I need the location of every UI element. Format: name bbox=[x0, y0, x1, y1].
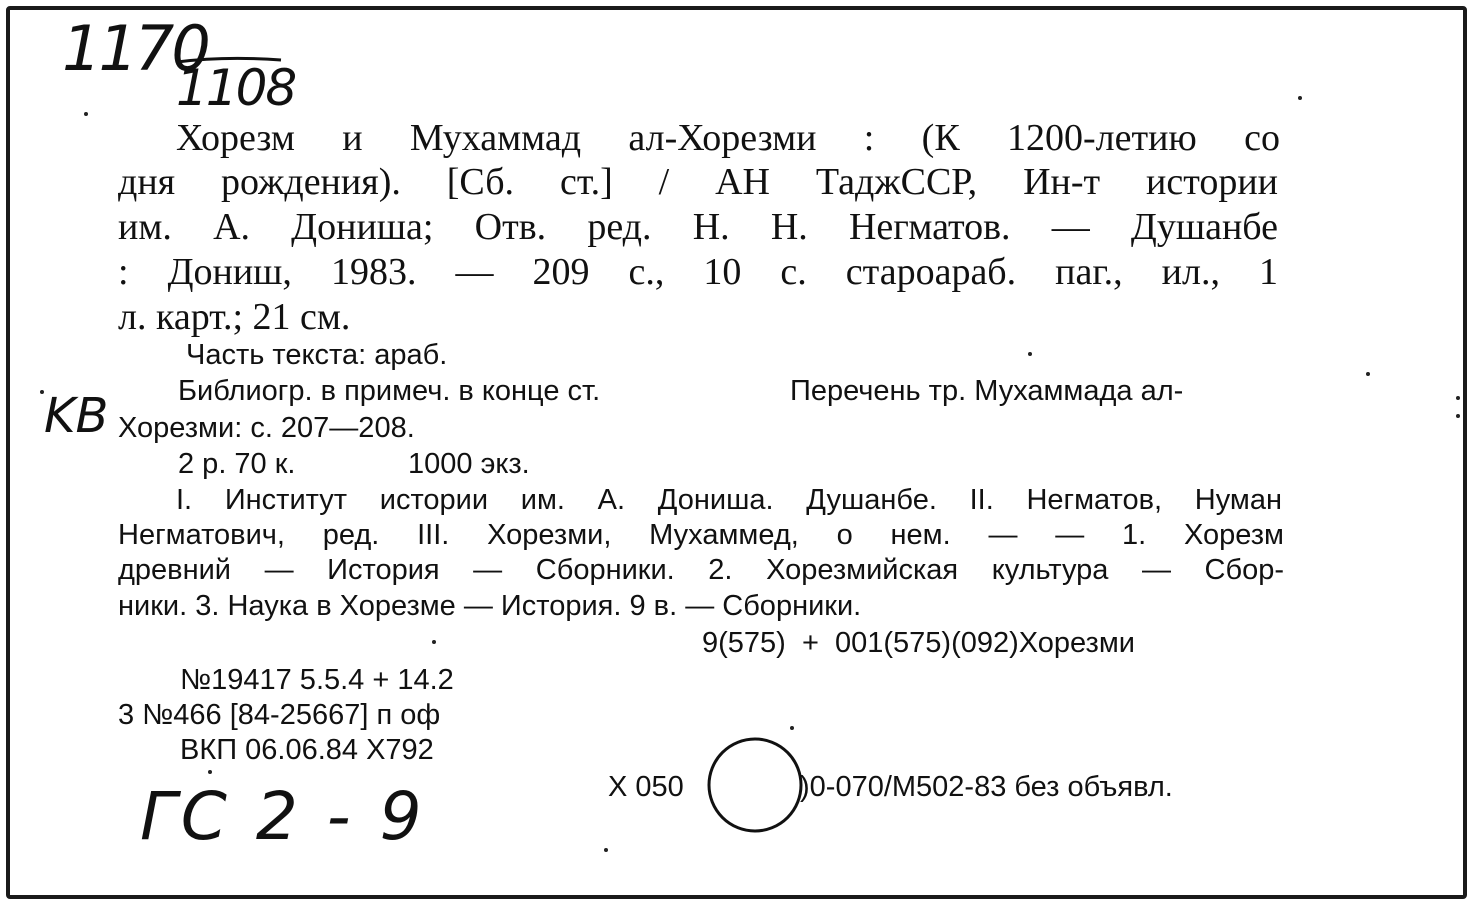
title-line-4: : Дониш, 1983. — 209 с., 10 с. староараб. паг., ил., 1 bbox=[118, 251, 1278, 293]
speck bbox=[40, 390, 44, 394]
speck bbox=[1366, 372, 1370, 376]
speck bbox=[84, 112, 88, 116]
code-left: Х 050 bbox=[608, 771, 684, 803]
title-line-1: Хорезм и Мухаммад ал-Хорезми : (К 1200-летию со bbox=[176, 117, 1280, 159]
code-right: )0-070/М502-83 без объявл. bbox=[800, 771, 1173, 803]
speck bbox=[1028, 352, 1032, 356]
speck bbox=[432, 640, 436, 644]
speck bbox=[1456, 396, 1460, 400]
registry-line-1: №19417 5.5.4 + 14.2 bbox=[180, 664, 454, 696]
title-line-5: л. карт.; 21 см. bbox=[118, 296, 351, 338]
subjects-line-1: I. Институт истории им. А. Дониша. Душанбе. II. Негматов, Нуман bbox=[176, 484, 1282, 516]
subjects-line-3: древний — История — Сборники. 2. Хорезмийская культура — Сбор- bbox=[118, 554, 1284, 586]
language-note: Часть текста: араб. bbox=[186, 339, 448, 371]
speck bbox=[604, 848, 608, 852]
bibliography-note-line-2: Хорезми: с. 207—208. bbox=[118, 412, 415, 444]
speck bbox=[1456, 414, 1460, 418]
bibliography-note-part-b: Перечень тр. Мухаммада ал- bbox=[790, 375, 1184, 407]
speck bbox=[208, 770, 212, 774]
handwritten-number-2: 1108 bbox=[176, 59, 296, 117]
price: 2 р. 70 к. bbox=[178, 448, 296, 480]
title-line-2: дня рождения). [Сб. ст.] / АН ТаджССР, Ин-т истории bbox=[118, 161, 1278, 203]
handwritten-number-1: 1170 bbox=[62, 12, 208, 85]
classification-index: 9(575) + 001(575)(092)Хорезми bbox=[702, 627, 1135, 659]
circle-mark bbox=[700, 730, 810, 840]
speck bbox=[790, 726, 794, 730]
registry-line-2: 3 №466 [84-25667] п оф bbox=[118, 699, 441, 731]
bibliography-note-part-a: Библиогр. в примеч. в конце ст. bbox=[178, 375, 601, 407]
registry-line-3: ВКП 06.06.84 Х792 bbox=[180, 734, 434, 766]
speck bbox=[1298, 96, 1302, 100]
copies: 1000 экз. bbox=[408, 448, 530, 480]
handwritten-margin-mark: KB bbox=[44, 388, 109, 444]
title-line-3: им. А. Дониша; Отв. ред. Н. Н. Негматов. — Душанбе bbox=[118, 206, 1278, 248]
handwritten-shelf-mark: ГС 2 - 9 bbox=[140, 778, 426, 855]
subjects-line-2: Негматович, ред. III. Хорезми, Мухаммед, о нем. — — 1. Хорезм bbox=[118, 519, 1284, 551]
subjects-line-4: ники. 3. Наука в Хорезме — История. 9 в. — Сборники. bbox=[118, 590, 862, 622]
